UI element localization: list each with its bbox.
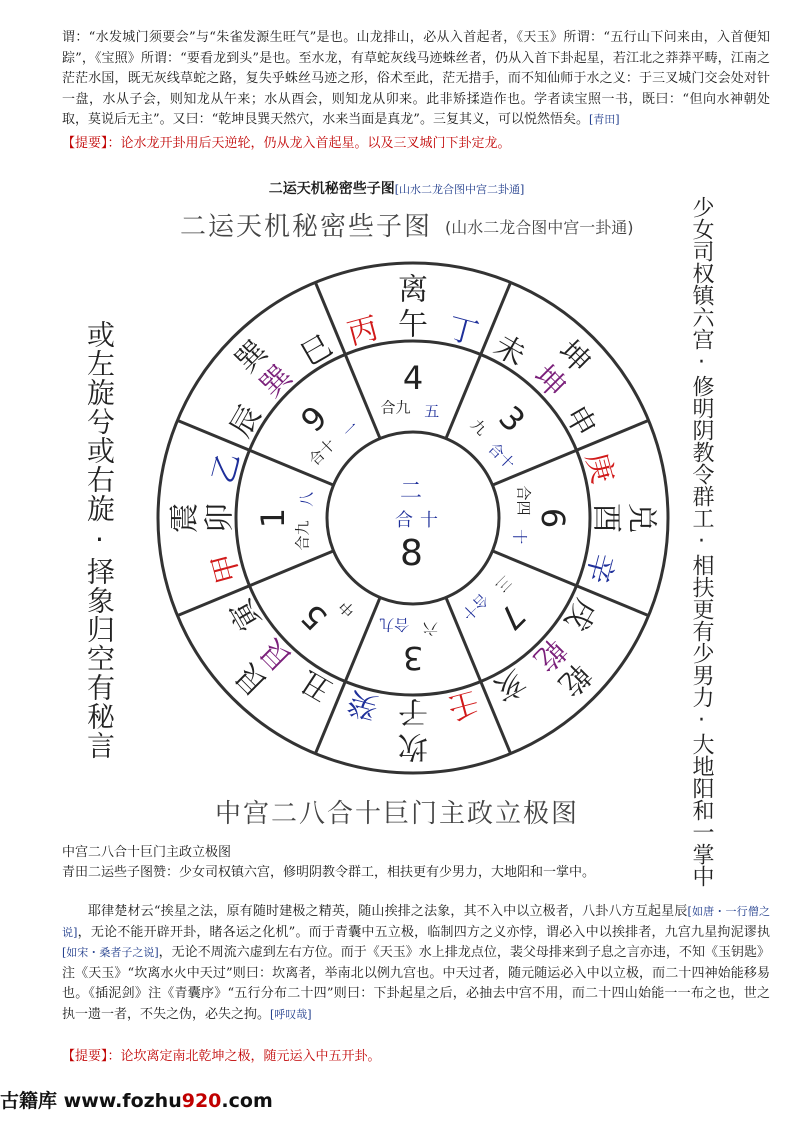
center-he: 合 bbox=[395, 510, 413, 531]
trigram-1: 坤 bbox=[551, 333, 598, 380]
ref-hutan: [呼叹哉] bbox=[270, 1007, 312, 1021]
sector-number-1: 3 bbox=[491, 398, 533, 440]
trigram-4: 坎 bbox=[398, 728, 428, 764]
mountain-16: 艮 bbox=[253, 631, 300, 678]
sector-wu-1: 合十 bbox=[484, 439, 519, 474]
luopan-diagram bbox=[60, 200, 720, 835]
sector-number-5: 5 bbox=[293, 596, 335, 638]
mountain-0: 丙 bbox=[344, 310, 383, 353]
summary-2-text: ：论坎离定南北乾坤之极，随元运入中五开卦。 bbox=[107, 1049, 381, 1064]
mountain-10: 乾 bbox=[526, 631, 573, 678]
trigram-2: 兑 bbox=[623, 503, 659, 533]
trigram-6: 震 bbox=[167, 503, 203, 533]
mountain-4: 坤 bbox=[526, 358, 573, 405]
diagram-subtitle: (山水二龙合图中宫一卦通) bbox=[445, 218, 634, 237]
ref-qingtian: [青田] bbox=[588, 113, 620, 126]
summary-1 bbox=[62, 134, 770, 154]
sector-number-7: 9 bbox=[293, 398, 335, 440]
site-footer[interactable] bbox=[0, 1086, 793, 1113]
paragraph-2-part-3: ，无论不周流六虚到左右方位。而于《天玉》水上排龙点位，裴父母排来到子息之言亦违，不知《玉钥匙》注《天玉》“坎离水火中天过”则曰：坎离者，举南北以例九宫也。中天过者，随元随运必入中以立极，而二十四神始能移易也。《插泥剑》注《青囊序》“五行分布二十四”则曰：下卦起星之后，必抽去中宫不用，而二十四山始能一一布之也，世之执一遗一者，不失之伪，必失之拘。 bbox=[62, 945, 770, 1022]
ref-sangzhe: [如宋・桑者子之说] bbox=[62, 946, 159, 959]
mountain-13: 子 bbox=[398, 693, 428, 729]
summary-label: 【提要】 bbox=[62, 136, 108, 151]
sector-wu-0: 五 bbox=[424, 402, 440, 421]
paragraph-1 bbox=[62, 28, 770, 131]
trigram-0: 离 bbox=[398, 272, 428, 308]
mountain-23: 巳 bbox=[294, 328, 339, 374]
sector-number-4: 3 bbox=[402, 639, 424, 677]
sector-he-1: 九 bbox=[467, 415, 491, 440]
sector-wu-7: 一 bbox=[339, 417, 363, 442]
sector-number-0: 4 bbox=[402, 359, 424, 397]
center-shi: 十 bbox=[420, 510, 438, 531]
mountain-6: 庚 bbox=[578, 449, 621, 488]
figure-subtitle: [山水二龙合图中宫二卦通] bbox=[394, 183, 525, 196]
trigram-7: 巽 bbox=[228, 333, 275, 380]
sector-wu-2: 十 bbox=[510, 529, 529, 545]
mountain-8: 辛 bbox=[578, 548, 621, 587]
mountain-17: 寅 bbox=[223, 592, 269, 637]
sector-he-2: 合四 bbox=[514, 485, 533, 516]
mountain-2: 丁 bbox=[443, 310, 482, 353]
paragraph-1-text: 谓：“水发城门须要会”与“朱雀发源生旺气”是也。山龙排山，必从入首起者，《天玉》所谓：“五行山下问来由，入首便知踪”，《宝照》所谓：“要看龙到头”是也。至水龙，有草蛇灰线马迹蛛丝者，仍从入首下卦起星，若江北之莽莽平畴，江南之茫茫水国，既无灰线草蛇之路，复失乎蛛丝马迹之形，俗术至此，茫无措手，而不知仙师于水之义：于三叉城门交会处对针一盘，水从子会，则知龙从午来；水从酉会，则知龙从卯来。此非矫揉造作也。学者读宝照一书，既曰：“但向水神朝处取，莫说后无主”。又曰：“乾坤艮巽天然穴，水来当面是真龙”。三复其义，可以悦然悟矣。 bbox=[62, 30, 770, 127]
mountain-20: 乙 bbox=[205, 449, 248, 488]
caption-verse: 青田二运些子图赞：少女司权镇六宫，修明阴教令群工，相扶更有少男力，大地阳和一掌中。 bbox=[62, 865, 596, 880]
mountain-3: 未 bbox=[487, 328, 532, 374]
sector-he-0: 合九 bbox=[380, 398, 411, 417]
center-er: 二 bbox=[400, 479, 423, 504]
sector-number-3: 7 bbox=[491, 596, 533, 638]
sector-wu-6: 八 bbox=[297, 491, 316, 507]
mountain-22: 巽 bbox=[253, 358, 300, 405]
footer-site-number: 920 bbox=[181, 1090, 222, 1112]
center-eight: 8 bbox=[400, 533, 423, 574]
mountain-19: 卯 bbox=[202, 503, 238, 533]
trigram-5: 艮 bbox=[228, 656, 275, 703]
figure-title bbox=[0, 178, 793, 198]
sector-he-3: 三 bbox=[491, 572, 516, 596]
sector-number-6: 1 bbox=[254, 507, 292, 529]
paragraph-2-part-2: ，无论不能开辟开卦，睹各运之化机”。而于青囊中五立极，临制四方之义亦悖，谓必入中以挨排者，九宫九星拘泥谬执 bbox=[77, 924, 770, 940]
summary-text: ：论水龙开卦用后天逆轮，仍从龙入首起星。以及三叉城门下卦定龙。 bbox=[107, 136, 511, 151]
footer-site-prefix: www.fozhu bbox=[63, 1090, 182, 1112]
mountain-5: 申 bbox=[557, 399, 603, 444]
footer-site-suffix: .com bbox=[221, 1090, 273, 1112]
mountain-1: 午 bbox=[398, 307, 428, 343]
mountain-7: 酉 bbox=[588, 503, 624, 533]
mountain-12: 壬 bbox=[443, 683, 482, 726]
paragraph-2 bbox=[62, 902, 770, 1025]
sector-he-4: 六 bbox=[423, 619, 439, 638]
mountain-18: 甲 bbox=[205, 548, 248, 587]
summary-2 bbox=[62, 1047, 770, 1067]
caption-title: 中宫二八合十巨门主政立极图 bbox=[62, 845, 232, 860]
sector-wu-3: 合十 bbox=[457, 589, 492, 624]
sector-number-2: 6 bbox=[534, 507, 572, 529]
mountain-21: 辰 bbox=[223, 399, 269, 444]
left-verse: 或左旋兮或右旋·择象归空有秘言 bbox=[83, 320, 116, 760]
diagram-bottom-title: 中宫二八合十巨门主政立极图 bbox=[215, 799, 580, 829]
diagram-title: 二运天机秘密些子图 bbox=[180, 212, 433, 242]
paragraph-2-part-1: 耶律楚材云“挨星之法，原有随时建极之精英，随山挨排之法象，其不入中以立极者，八卦八方互起星辰 bbox=[88, 904, 688, 919]
footer-brand: 古籍库 bbox=[0, 1090, 58, 1112]
ref-yixing: [如唐・一行僧之说] bbox=[62, 905, 770, 939]
sector-he-7: 合十 bbox=[305, 435, 340, 470]
mountain-9: 戌 bbox=[557, 592, 603, 637]
sector-he-6: 合九 bbox=[293, 520, 312, 551]
mountain-14: 癸 bbox=[344, 683, 383, 726]
right-verse: 少女司权镇六宫·修明阴教令群工·相扶更有少男力·大地阳和一掌中 bbox=[689, 196, 714, 887]
mountain-11: 亥 bbox=[487, 662, 532, 708]
figure-title-text: 二运天机秘密些子图 bbox=[268, 181, 395, 197]
inner-circle bbox=[327, 432, 499, 604]
summary-2-label: 【提要】 bbox=[62, 1049, 108, 1064]
mountain-15: 丑 bbox=[294, 662, 339, 708]
sector-wu-4: 合九 bbox=[379, 615, 410, 634]
trigram-3: 乾 bbox=[551, 656, 598, 703]
sector-he-5: 中 bbox=[335, 596, 359, 621]
